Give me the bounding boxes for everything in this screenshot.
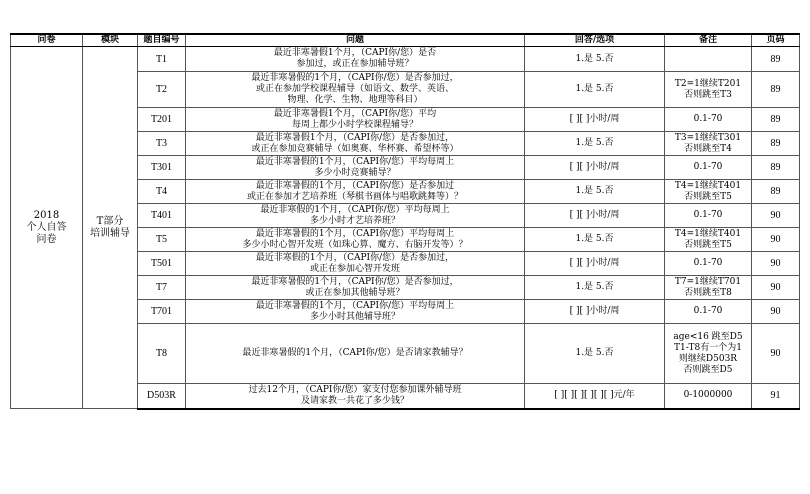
text-line: 或正在参加心智开发班 [309, 263, 400, 274]
page-number-cell: 90 [752, 204, 800, 228]
question-text-cell [186, 72, 525, 108]
note-cell [665, 252, 752, 276]
question-text-cell [186, 180, 525, 204]
questionnaire-table-page [10, 33, 799, 410]
question-text-cell [186, 204, 525, 228]
text-line: 最近非寒暑假的1个月，（CAPI你/您）是否参加过 [255, 180, 455, 191]
note-cell [665, 156, 752, 180]
note-cell [665, 108, 752, 132]
text-line: 最近非寒暑假的1个月，（CAPI你/您）平均每周上 [255, 228, 455, 239]
page-number-cell: 89 [752, 47, 800, 72]
text-line: 否则跳至T3 [684, 89, 732, 100]
text-line: 2018 [33, 209, 60, 221]
text-line: T7=1继续T701 [674, 276, 742, 287]
answer-cell: 1.是 5.否 [525, 47, 665, 72]
question-id-cell: T2 [138, 72, 186, 108]
header-question-id: 题目编号 [138, 34, 186, 47]
question-text-cell [186, 324, 525, 384]
text-line: 最近非寒假的1个月，（CAPI你/您）平均每周上 [260, 204, 450, 215]
header-question: 问题 [186, 34, 525, 47]
question-id-cell: T701 [138, 300, 186, 324]
text-line: 多少小时心智开发班（如珠心算、魔方、右脑开发等）？ [242, 239, 468, 250]
page-number-cell: 89 [752, 108, 800, 132]
text-line: 每周上都少小时学校课程辅导？ [291, 119, 418, 130]
text-line: 问卷 [36, 233, 57, 245]
text-line: 参加过，或正在参加辅导班？ [296, 59, 414, 69]
text-line: 及请家教一共花了多少钱？ [300, 395, 409, 406]
text-line: 否则跳至T5 [684, 239, 732, 250]
page-number-cell: 89 [752, 156, 800, 180]
text-line: 过去12个月，（CAPI你/您）家支付您参加课外辅导班 [248, 384, 462, 395]
page-number-cell: 91 [752, 384, 800, 409]
text-line: 或正在参加竞赛辅导（如奥赛、华杯赛、希望杯等） [251, 143, 459, 154]
text-line: T1-T8有一个为1 [674, 342, 742, 353]
text-line: 0-1000000 [683, 390, 733, 401]
page-number-cell: 90 [752, 324, 800, 384]
question-text-cell [186, 132, 525, 156]
answer-cell: [ ][ ]小时/周 [525, 300, 665, 324]
page-number-cell: 89 [752, 132, 800, 156]
question-text-cell [186, 228, 525, 252]
header-module: 模块 [83, 34, 138, 47]
text-line: 最近非寒暑假的1个月，（CAPI你/您）平均每周上 [255, 156, 455, 167]
text-line: 0.1-70 [693, 258, 723, 268]
question-id-cell: T7 [138, 276, 186, 300]
text-line: 个人自答 [26, 221, 67, 233]
question-text-cell [186, 384, 525, 409]
question-id-cell: T5 [138, 228, 186, 252]
answer-cell: 1.是 5.否 [525, 180, 665, 204]
question-id-cell: T4 [138, 180, 186, 204]
page-number-cell: 90 [752, 252, 800, 276]
header-questionnaire: 问卷 [11, 34, 83, 47]
answer-cell: [ ][ ][ ][ ][ ][ ]元/年 [525, 384, 665, 409]
text-line: 或正在参加其他辅导班？ [305, 287, 405, 298]
answer-cell: 1.是 5.否 [525, 276, 665, 300]
question-id-cell: T201 [138, 108, 186, 132]
page-number-cell: 89 [752, 180, 800, 204]
table-row [11, 47, 800, 72]
text-line: T4=1继续T401 [674, 180, 742, 191]
answer-cell: 1.是 5.否 [525, 72, 665, 108]
text-line: 否则跳至T5 [684, 191, 732, 202]
module-cell [83, 47, 138, 409]
question-text-cell [186, 300, 525, 324]
answer-cell: [ ][ ]小时/周 [525, 204, 665, 228]
page-number-cell: 90 [752, 228, 800, 252]
text-line: 否则跳至T4 [684, 143, 732, 154]
text-line: 培训辅导 [90, 227, 130, 239]
text-line: 或正在参加才艺培养班（琴棋书画体与唱歌跳舞等）？ [246, 191, 463, 202]
text-line: 最近非寒暑假1个月，（CAPI你/您）是否参加过， [255, 132, 455, 143]
text-line: T3=1继续T301 [674, 132, 742, 143]
page-number-cell: 89 [752, 72, 800, 108]
question-id-cell: D503R [138, 384, 186, 409]
text-line: 0.1-70 [693, 306, 723, 316]
answer-cell: 1.是 5.否 [525, 324, 665, 384]
text-line: T2=1继续T201 [674, 78, 742, 89]
note-cell [665, 384, 752, 409]
text-line: T4=1继续T401 [674, 228, 742, 239]
text-line: 最近非寒暑假的1个月，（CAPI你/您）是否参加过， [251, 276, 459, 287]
text-line: 最近非寒假的1个月，（CAPI你/您）是否参加过， [255, 252, 455, 263]
note-cell [665, 47, 752, 72]
text-line: 0.1-70 [693, 114, 723, 124]
text-line: 否则跳至D5 [683, 364, 733, 375]
note-cell [665, 324, 752, 384]
question-id-cell: T3 [138, 132, 186, 156]
note-cell [665, 228, 752, 252]
text-line: 0.1-70 [693, 210, 723, 220]
text-line: 最近非寒暑假1个月，（CAPI你/您）平均 [273, 108, 437, 119]
text-line: 或正在参加学校课程辅导（如语文、数学、英语、 [255, 84, 454, 94]
note-cell [665, 276, 752, 300]
page-number-cell: 90 [752, 300, 800, 324]
text-line: 多少小时才艺培养班？ [309, 215, 400, 226]
questionnaire-cell [11, 47, 83, 409]
answer-cell: 1.是 5.否 [525, 228, 665, 252]
question-id-cell: T401 [138, 204, 186, 228]
question-text-cell [186, 47, 525, 72]
text-line: 最近非寒暑假的1个月，（CAPI你/您）是否参加过， [251, 73, 459, 83]
question-id-cell: T301 [138, 156, 186, 180]
answer-cell: 1.是 5.否 [525, 132, 665, 156]
text-line: 多少小时竞赛辅导？ [314, 167, 396, 178]
page-number-cell: 90 [752, 276, 800, 300]
text-line: 否则跳至T8 [684, 287, 732, 298]
text-line: 则继续D503R [678, 353, 738, 364]
note-cell [665, 180, 752, 204]
question-text-cell [186, 276, 525, 300]
question-text-cell [186, 108, 525, 132]
question-text-cell [186, 156, 525, 180]
text-line: 最近非寒暑假的1个月，（CAPI你/您）是否请家教辅导？ [242, 348, 468, 358]
note-cell [665, 72, 752, 108]
note-cell [665, 300, 752, 324]
question-id-cell: T8 [138, 324, 186, 384]
text-line: age<16 跳至D5 [673, 331, 743, 342]
text-line: 0.1-70 [693, 162, 723, 172]
text-line: T部分 [96, 215, 124, 227]
header-page: 页码 [752, 34, 800, 47]
note-cell [665, 132, 752, 156]
text-line: 物理、化学、生物、地理等科目） [287, 95, 423, 105]
header-row [11, 34, 800, 47]
header-answer: 回答/选项 [525, 34, 665, 47]
header-note: 备注 [665, 34, 752, 47]
answer-cell: [ ][ ]小时/周 [525, 156, 665, 180]
questionnaire-table [10, 33, 800, 410]
answer-cell: [ ][ ]小时/周 [525, 108, 665, 132]
text-line: 最近非寒暑假1个月，（CAPI你/您）是否 [273, 48, 437, 58]
text-line: 最近非寒暑假的1个月，（CAPI你/您）平均每周上 [255, 300, 455, 311]
note-cell [665, 204, 752, 228]
answer-cell: [ ][ ]小时/周 [525, 252, 665, 276]
text-line: 多少小时其他辅导班？ [309, 311, 400, 322]
question-id-cell: T501 [138, 252, 186, 276]
question-text-cell [186, 252, 525, 276]
question-id-cell: T1 [138, 47, 186, 72]
